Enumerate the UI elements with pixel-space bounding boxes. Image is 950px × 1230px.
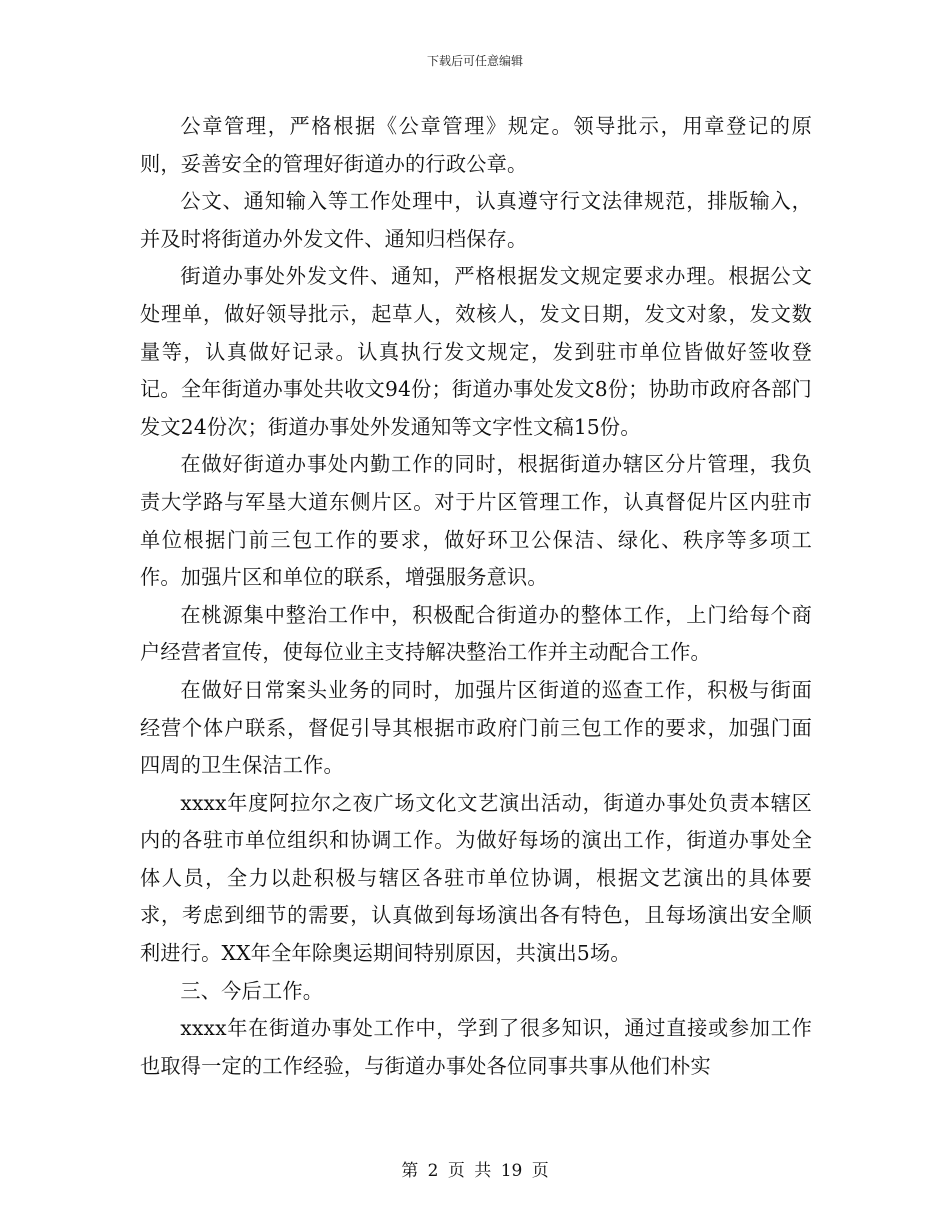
paragraph-seal-management: 公章管理，严格根据《公章管理》规定。领导批示，用章登记的原则，妥善安全的管理好街道办的行政公章。 [140,114,812,176]
paragraph-street-inspection: 在做好日常案头业务的同时，加强片区街道的巡查工作，积极与街面经营个体户联系，督促引导其根据市政府门前三包工作的要求，加强门面四周的卫生保洁工作。 [140,677,812,778]
paragraph-taoyuan-rectification: 在桃源集中整治工作中，积极配合街道办的整体工作，上门给每个商户经营者宣传，使每位业主支持解决整治工作并主动配合工作。 [140,602,812,665]
paragraph-district-management: 在做好街道办事处内勤工作的同时，根据街道办辖区分片管理，我负责大学路与军垦大道东侧片区。对于片区管理工作，认真督促片区内驻市单位根据门前三包工作的要求，做好环卫公保洁、绿化、秩序等多项工作。加强片区和单位的联系，增强服务意识。 [140,452,812,590]
paragraph-document-input: 公文、通知输入等工作处理中，认真遵守行文法律规范，排版输入，并及时将街道办外发文件、通知归档保存。 [140,189,812,251]
paragraph-cultural-performance: xxxx年度阿拉尔之夜广场文化文艺演出活动，街道办事处负责本辖区内的各驻市单位组织和协调工作。为做好每场的演出工作，街道办事处全体人员，全力以赴积极与辖区各驻市单位协调，根据文艺演出的具体要求，考虑到细节的需要，认真做到每场演出各有特色，且每场演出安全顺利进行。XX年全年除奥运期间特别原因，共演出5场。 [140,790,812,966]
section-heading-future-work: 三、今后工作。 [180,978,324,1003]
page-header: 下载后可任意编辑 [426,54,523,68]
document-body [140,108,812,1085]
paragraph-work-experience: xxxx年在街道办事处工作中，学到了很多知识，通过直接或参加工作也取得一定的工作经验，与街道办事处各位同事共事从他们朴实 [140,1016,812,1078]
paragraph-outgoing-documents: 街道办事处外发文件、通知，严格根据发文规定要求办理。根据公文处理单，做好领导批示，起草人，效核人，发文日期，发文对象，发文数量等，认真做好记录。认真执行发文规定，发到驻市单位皆做好签收登记。全年街道办事处共收文94份；街道办事处发文8份；协助市政府各部门发文24份次；街道办事处外发通知等文字性文稿15份。 [140,264,812,439]
page-number-footer: 第 2 页 共 19 页 [401,1161,549,1181]
